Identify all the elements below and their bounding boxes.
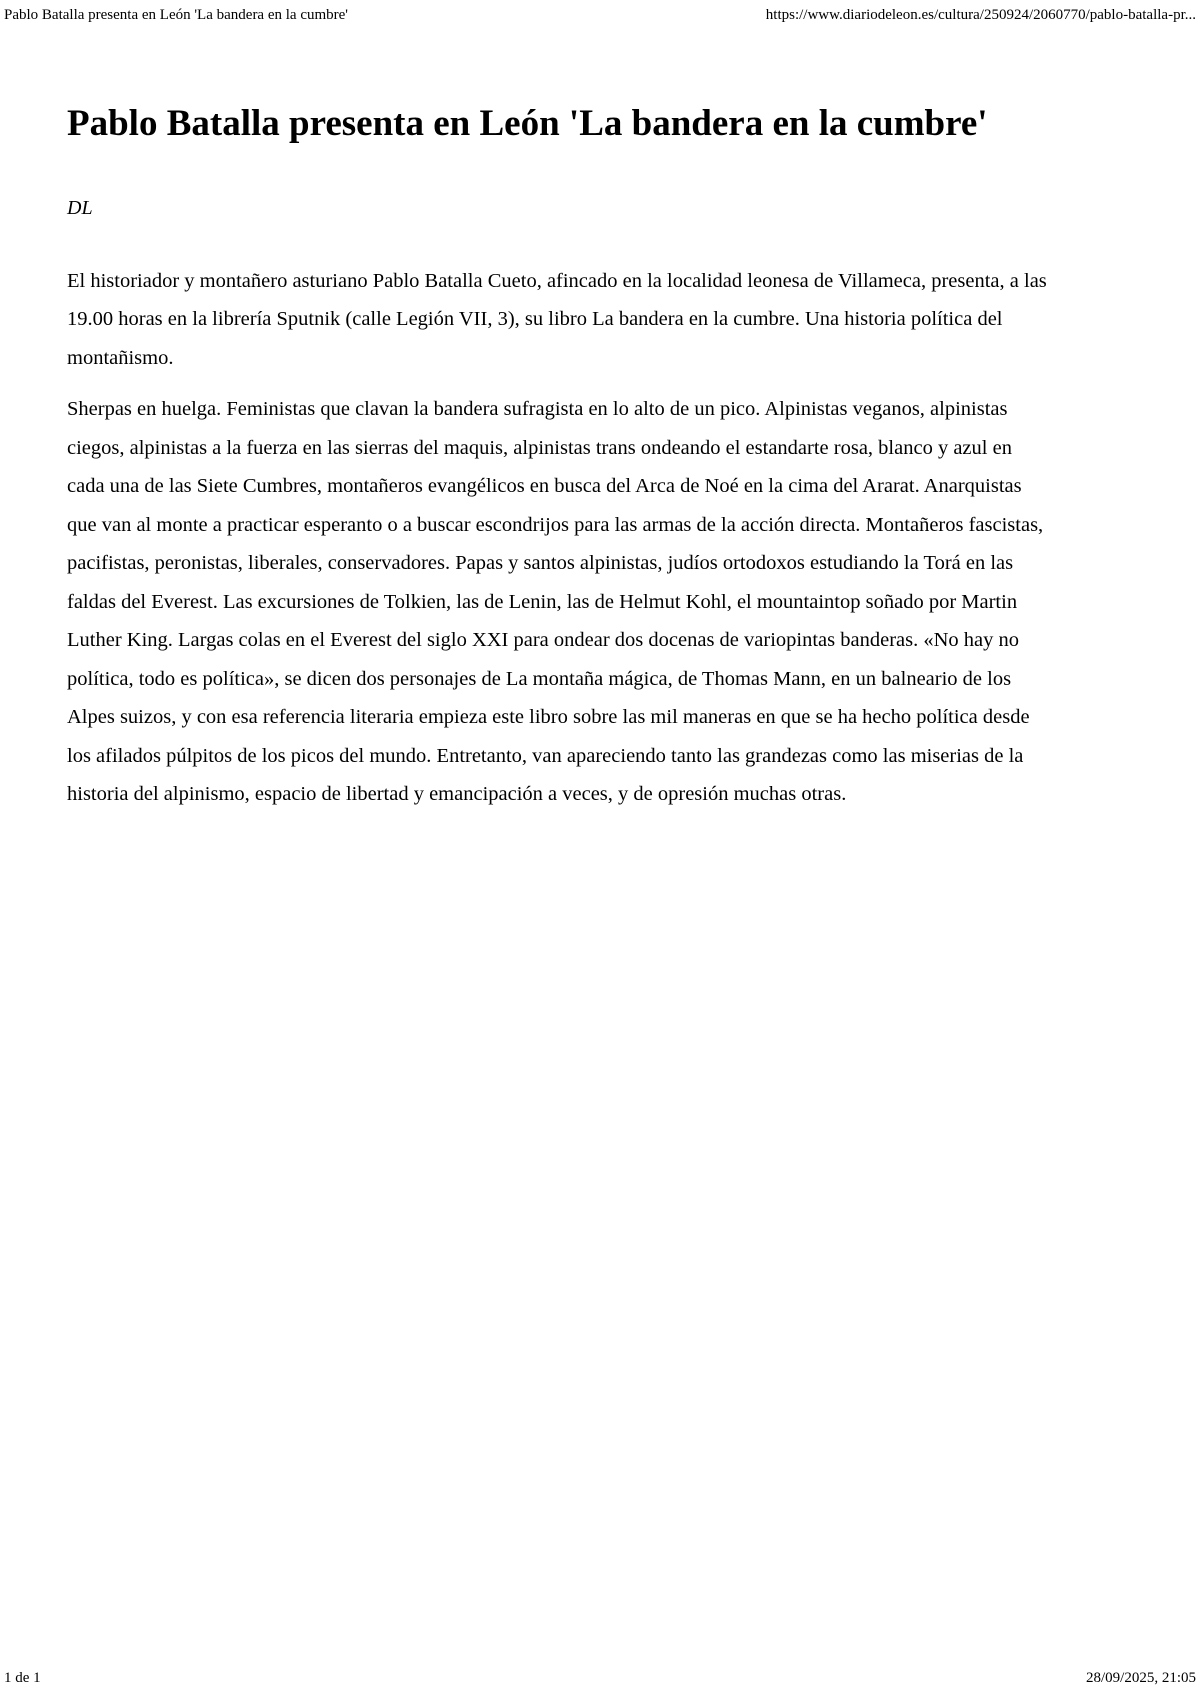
article-body xyxy=(67,262,1049,814)
print-header xyxy=(4,6,1196,24)
footer-page-indicator: 1 de 1 xyxy=(4,1670,41,1686)
article-content xyxy=(67,98,1049,827)
article-byline: DL xyxy=(67,196,93,219)
footer-timestamp: 28/09/2025, 21:05 xyxy=(1085,1670,1196,1686)
article-paragraph: Sherpas en huelga. Feministas que clavan la bandera sufragista en lo alto de un pico. Alpinistas veganos, alpinistas ciegos, alpinistas a la fuerza en las sierras del maquis, alpinistas trans ondeando el estandarte rosa, blanco y azul en cada una de las Siete Cumbres, montañeros evangélicos en busca del Arca de Noé en la cima del Ararat. Anarquistas que van al monte a practicar esperanto o a buscar escondrijos para las armas de la acción directa. Montañeros fascistas, pacifistas, peronistas, liberales, conservadores. Papas y santos alpinistas, judíos ortodoxos estudiando la Torá en las faldas del Everest. Las excursiones de Tolkien, las de Lenin, las de Helmut Kohl, el mountaintop soñado por Martin Luther King. Largas colas en el Everest del siglo XXI para ondear dos docenas de variopintas banderas. «No hay no política, todo es política», se dicen dos personajes de La montaña mágica, de Thomas Mann, en un balneario de los Alpes suizos, y con esa referencia literaria empieza este libro sobre las mil maneras en que se ha hecho política desde los afilados púlpitos de los picos del mundo. Entretanto, van apareciendo tanto las grandezas como las miserias de la historia del alpinismo, espacio de libertad y emancipación a veces, y de opresión muchas otras. xyxy=(67,398,1044,806)
header-source-url: https://www.diariodeleon.es/cultura/250924/2060770/pablo-batalla-pr... xyxy=(765,7,1196,23)
print-footer xyxy=(4,1669,1196,1687)
article-paragraph: El historiador y montañero asturiano Pablo Batalla Cueto, afincado en la localidad leonesa de Villameca, presenta, a las 19.00 horas en la librería Sputnik (calle Legión VII, 3), su libro La bandera en la cumbre. Una historia política del montañismo. xyxy=(67,269,1047,369)
article-title: Pablo Batalla presenta en León 'La bandera en la cumbre' xyxy=(67,103,988,144)
header-document-title: Pablo Batalla presenta en León 'La bandera en la cumbre' xyxy=(4,7,349,23)
